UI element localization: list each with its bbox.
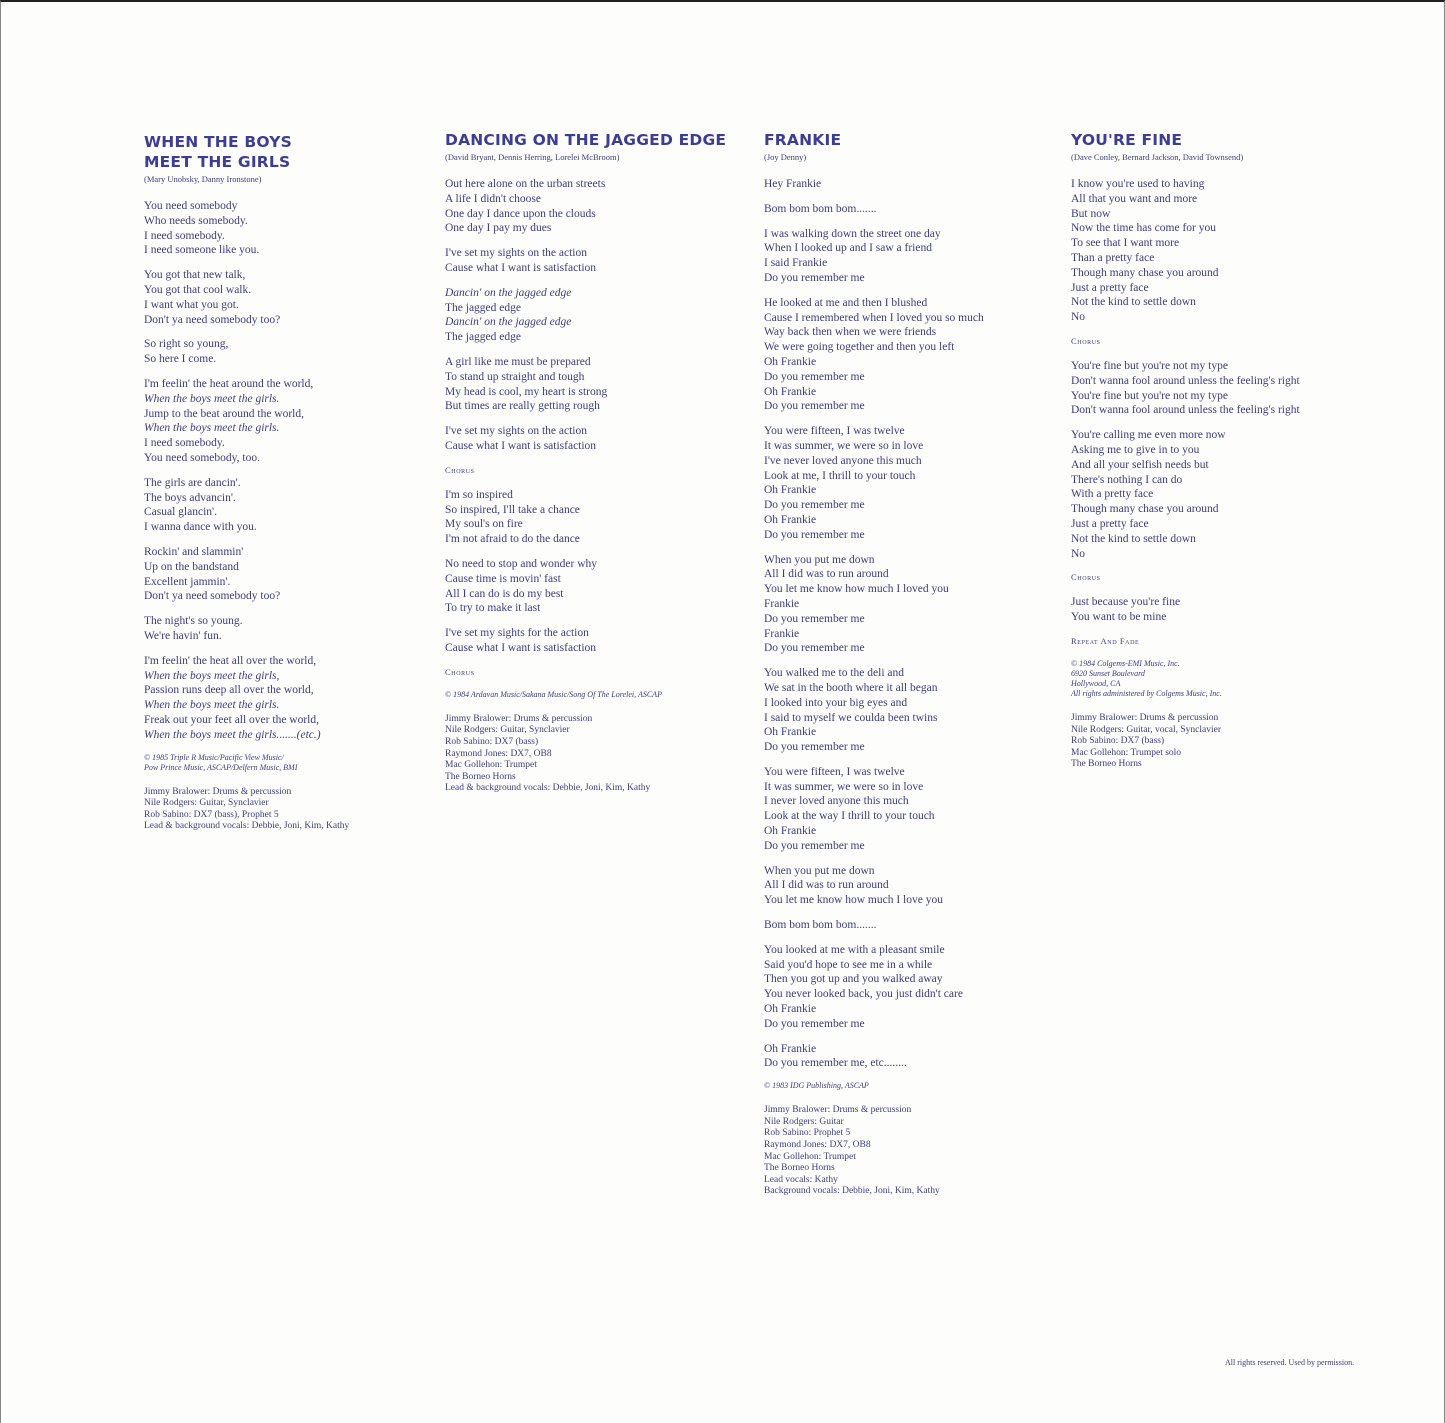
copyright-line: © 1983 IDG Publishing, ASCAP: [764, 1081, 869, 1091]
copyright-line: © 1984 Colgems-EMI Music, Inc.: [1071, 658, 1180, 668]
lyric-line: Oh Frankie: [764, 1003, 817, 1016]
song-when-the-boys-meet-the-girls: [144, 132, 349, 833]
lyric-line: All I did was to run around: [764, 568, 889, 581]
lyric-line: Though many chase you around: [1071, 266, 1219, 279]
credit-line: Lead & background vocals: Debbie, Joni, Kim, Kathy: [445, 783, 651, 794]
lyric-line: It was summer, we were so in love: [764, 439, 924, 452]
credit-line: The Borneo Horns: [445, 771, 516, 782]
lyric-line: We're havin' fun.: [144, 629, 222, 642]
stanza: [144, 654, 349, 743]
songwriters: (Mary Unobsky, Danny Ironstone): [144, 174, 262, 184]
lyric-line: A girl like me must be prepared: [445, 355, 591, 368]
credit-line: The Borneo Horns: [1071, 759, 1142, 770]
lyric-line: Do you remember me: [764, 499, 865, 512]
lyric-line: Do you remember me: [764, 642, 865, 655]
lyric-line: My head is cool, my heart is strong: [445, 385, 608, 398]
copyright-line: © 1985 Triple R Music/Pacific View Music/: [144, 752, 284, 762]
stanza: [1071, 177, 1300, 325]
lyric-line: To stand up straight and tough: [445, 370, 585, 383]
credit-line: Rob Sabino: DX7 (bass), Prophet 5: [144, 809, 279, 820]
stanza: [445, 424, 726, 454]
lyric-line: No need to stop and wonder why: [445, 557, 598, 570]
lyric-line: It was summer, we were so in love: [764, 780, 924, 793]
lyric-line: A life I didn't choose: [445, 192, 541, 205]
songwriters: (David Bryant, Dennis Herring, Lorelei McBroom): [445, 152, 620, 162]
lyric-line: Don't wanna fool around unless the feeling's right: [1071, 374, 1300, 387]
lyric-line: The girls are dancin'.: [144, 476, 241, 489]
lyric-line: When you put me down: [764, 553, 875, 566]
lyric-line: Do you remember me: [764, 839, 865, 852]
stanza: [764, 1042, 984, 1072]
lyric-line: Just a pretty face: [1071, 517, 1149, 530]
lyric-line: But now: [1071, 207, 1111, 220]
lyric-line: You never looked back, you just didn't care: [764, 988, 963, 1001]
stanza: [1071, 428, 1300, 561]
credit-line: Nile Rodgers: Guitar, Synclavier: [445, 725, 570, 736]
stanza: [764, 202, 984, 217]
chorus-marker: Chorus: [445, 666, 475, 677]
lyric-line: With a pretty face: [1071, 488, 1154, 501]
lyric-line: Oh Frankie: [764, 355, 817, 368]
chorus-marker: Chorus: [1071, 335, 1101, 346]
stanza: [445, 557, 726, 616]
credit-line: Nile Rodgers: Guitar, Synclavier: [144, 798, 269, 809]
lyric-line: I wanna dance with you.: [144, 521, 257, 534]
lyric-line: Do you remember me: [764, 612, 865, 625]
lyric-line: Cause time is movin' fast: [445, 572, 561, 585]
credit-line: Mac Gollehon: Trumpet: [445, 760, 537, 771]
lyric-line: You were fifteen, I was twelve: [764, 765, 905, 778]
lyric-line: The jagged edge: [445, 331, 521, 344]
lyric-line: The night's so young.: [144, 615, 243, 628]
credit-line: The Borneo Horns: [764, 1163, 835, 1174]
lyric-line: When I looked up and I saw a friend: [764, 242, 932, 255]
credit-line: Mac Gollehon: Trumpet solo: [1071, 747, 1182, 758]
lyric-line: You were fifteen, I was twelve: [764, 425, 905, 438]
lyric-line: Excellent jammin'.: [144, 575, 231, 588]
songwriters: (Dave Conley, Bernard Jackson, David Townsend): [1071, 152, 1244, 162]
lyric-line: Do you remember me: [764, 741, 865, 754]
stanza: [764, 424, 984, 542]
lyric-line: I looked into your big eyes and: [764, 696, 908, 709]
lyric-line: You let me know how much I loved you: [764, 583, 949, 596]
lyric-line: I want what you got.: [144, 298, 239, 311]
copyright-notice: [1071, 659, 1300, 699]
song-title-line: FRANKIE: [764, 131, 842, 149]
credit-line: Jimmy Bralower: Drums & percussion: [1071, 712, 1219, 723]
lyric-line: You're calling me even more now: [1071, 429, 1226, 442]
stanza: [764, 918, 984, 933]
stanza: [764, 666, 984, 755]
chorus-marker: Chorus: [445, 464, 475, 475]
lyric-line: Don't wanna fool around unless the feeling's right: [1071, 404, 1300, 417]
lyric-line: You need somebody, too.: [144, 451, 260, 464]
lyric-line: I'm feelin' the heat all over the world,: [144, 654, 317, 667]
stanza: [764, 227, 984, 286]
lyric-line: Though many chase you around: [1071, 503, 1219, 516]
lyric-line: Oh Frankie: [764, 825, 817, 838]
lyric-line: To see that I want more: [1071, 237, 1180, 250]
lyric-line: Do you remember me: [764, 400, 865, 413]
lyric-line: Do you remember me: [764, 370, 865, 383]
lyric-line: I've set my sights for the action: [445, 627, 589, 640]
copyright-notice: [144, 753, 349, 773]
stanza: [445, 177, 726, 236]
lyric-line: Then you got up and you walked away: [764, 973, 943, 986]
lyric-line: No: [1071, 547, 1086, 560]
stanza: [764, 177, 984, 192]
lyric-line: Not the kind to settle down: [1071, 532, 1196, 545]
lyric-line: When the boys meet the girls,: [144, 669, 280, 682]
lyric-line: Bom bom bom bom.......: [764, 919, 877, 932]
lyric-line: Look at the way I thrill to your touch: [764, 810, 935, 823]
lyric-line: One day I dance upon the clouds: [445, 207, 596, 220]
lyric-line: I need somebody.: [144, 437, 225, 450]
lyric-line: Do you remember me: [764, 528, 865, 541]
lyric-line: Than a pretty face: [1071, 251, 1155, 264]
lyric-line: Don't ya need somebody too?: [144, 590, 281, 603]
lyric-line: Who needs somebody.: [144, 214, 248, 227]
lyric-line: We were going together and then you left: [764, 341, 955, 354]
lyric-line: You got that cool walk.: [144, 283, 252, 296]
lyric-line: Frankie: [764, 627, 800, 640]
lyric-line: Do you remember me, etc........: [764, 1057, 907, 1070]
song-dancing-on-the-jagged-edge: [445, 130, 726, 795]
lyric-line: When the boys meet the girls.......(etc.): [144, 728, 321, 741]
lyric-line: He looked at me and then I blushed: [764, 296, 928, 309]
lyric-line: Look at me, I thrill to your touch: [764, 469, 916, 482]
lyric-line: Do you remember me: [764, 271, 865, 284]
lyric-line: Oh Frankie: [764, 484, 817, 497]
stanza: [1071, 359, 1300, 418]
copyright-notice: [764, 1081, 984, 1091]
lyric-line: Rockin' and slammin': [144, 545, 244, 558]
lyric-line: You let me know how much I love you: [764, 894, 943, 907]
lyric-line: I said Frankie: [764, 257, 828, 270]
song-title: [1071, 130, 1300, 150]
lyric-line: Frankie: [764, 597, 800, 610]
lyric-line: I need someone like you.: [144, 244, 260, 257]
musician-credits: [764, 1105, 984, 1198]
stanza: [144, 377, 349, 466]
lyric-line: I'm feelin' the heat around the world,: [144, 377, 314, 390]
credit-line: Background vocals: Debbie, Joni, Kim, Kathy: [764, 1186, 940, 1197]
lyric-line: Oh Frankie: [764, 385, 817, 398]
lyric-line: When the boys meet the girls.: [144, 699, 280, 712]
lyric-line: Said you'd hope to see me in a while: [764, 958, 933, 971]
lyric-line: Up on the bandstand: [144, 560, 239, 573]
songwriters: (Joy Denny): [764, 152, 807, 162]
lyric-line: I said to myself we coulda been twins: [764, 711, 938, 724]
lyric-line: And all your selfish needs but: [1071, 458, 1209, 471]
lyric-line: So inspired, I'll take a chance: [445, 503, 580, 516]
copyright-line: All rights administered by Colgems Music, Inc.: [1071, 688, 1222, 698]
stanza: [764, 864, 984, 908]
credit-line: Raymond Jones: DX7, OB8: [764, 1140, 871, 1151]
lyric-line: Just a pretty face: [1071, 281, 1149, 294]
credit-line: Rob Sabino: Prophet 5: [764, 1128, 851, 1139]
lyric-line: Dancin' on the jagged edge: [445, 316, 572, 329]
song-title-line: WHEN THE BOYS: [144, 133, 292, 151]
lyric-line: Oh Frankie: [764, 513, 817, 526]
lyric-line: You need somebody: [144, 200, 238, 212]
lyric-line: But times are really getting rough: [445, 400, 600, 413]
credit-line: Rob Sabino: DX7 (bass): [1071, 736, 1165, 747]
copyright-line: 6920 Sunset Boulevard: [1071, 668, 1145, 678]
lyric-line: Casual glancin'.: [144, 506, 217, 519]
credit-line: Lead & background vocals: Debbie, Joni, Kim, Kathy: [144, 821, 350, 832]
lyric-line: Not the kind to settle down: [1071, 296, 1196, 309]
lyric-line: When the boys meet the girls.: [144, 392, 280, 405]
credit-line: Rob Sabino: DX7 (bass): [445, 736, 539, 747]
lyric-line: The boys advancin'.: [144, 491, 236, 504]
song-title: [445, 130, 726, 150]
lyric-line: I never loved anyone this much: [764, 795, 909, 808]
lyric-line: Oh Frankie: [764, 726, 817, 739]
musician-credits: [445, 714, 726, 795]
lyric-line: The jagged edge: [445, 301, 521, 314]
lyric-line: I've never loved anyone this much: [764, 454, 922, 467]
stanza: [445, 246, 726, 276]
copyright-line: © 1984 Ardavan Music/Sakana Music/Song Of The Lorelei, ASCAP: [445, 689, 662, 699]
lyric-line: I'm so inspired: [445, 488, 513, 501]
lyric-line: I know you're used to having: [1071, 178, 1205, 190]
stanza: [764, 296, 984, 414]
lyric-line: You're fine but you're not my type: [1071, 389, 1228, 402]
lyric-line: Bom bom bom bom.......: [764, 202, 877, 215]
lyric-line: So right so young,: [144, 338, 229, 351]
lyric-line: You're fine but you're not my type: [1071, 359, 1228, 372]
lyric-line: One day I pay my dues: [445, 222, 552, 235]
lyric-line: I was walking down the street one day: [764, 227, 941, 240]
lyric-line: Now the time has come for you: [1071, 222, 1216, 235]
chorus-marker: Repeat And Fade: [1071, 635, 1140, 646]
musician-credits: [1071, 713, 1300, 771]
stanza: [144, 268, 349, 327]
stanza: [144, 337, 349, 367]
stanza: [144, 545, 349, 604]
credit-line: Jimmy Bralower: Drums & percussion: [445, 713, 593, 724]
lyric-line: Do you remember me: [764, 1017, 865, 1030]
credit-line: Jimmy Bralower: Drums & percussion: [144, 786, 292, 797]
song-title: [764, 130, 984, 150]
song-title-line: MEET THE GIRLS: [144, 153, 291, 171]
lyric-line: Cause what I want is satisfaction: [445, 439, 597, 452]
song-title-line: DANCING ON THE JAGGED EDGE: [445, 131, 727, 149]
lyric-line: You walked me to the deli and: [764, 667, 905, 680]
credit-line: Mac Gollehon: Trumpet: [764, 1151, 856, 1162]
stanza: [445, 286, 726, 345]
stanza: [1071, 595, 1300, 625]
musician-credits: [144, 787, 349, 833]
lyric-line: So here I come.: [144, 353, 217, 366]
stanza: [144, 199, 349, 258]
stanza: [445, 488, 726, 547]
copyright-line: Pow Prince Music, ASCAP/Delfern Music, BMI: [144, 762, 298, 772]
song-youre-fine: [1071, 130, 1300, 771]
credit-line: Nile Rodgers: Guitar, vocal, Synclavier: [1071, 724, 1221, 735]
stanza: [764, 765, 984, 854]
lyric-line: Don't ya need somebody too?: [144, 313, 281, 326]
lyric-line: When you put me down: [764, 864, 875, 877]
lyric-line: I'm not afraid to do the dance: [445, 533, 580, 546]
lyric-line: Jump to the beat around the world,: [144, 407, 305, 420]
lyric-line: All that you want and more: [1071, 192, 1198, 205]
lyric-line: All I can do is do my best: [445, 587, 564, 600]
lyric-line: All I did was to run around: [764, 879, 889, 892]
stanza: [445, 355, 726, 414]
lyric-line: Dancin' on the jagged edge: [445, 286, 572, 299]
lyric-line: Cause what I want is satisfaction: [445, 261, 597, 274]
lyric-line: There's nothing I can do: [1071, 473, 1183, 486]
lyric-line: My soul's on fire: [445, 518, 523, 531]
song-frankie: [764, 130, 984, 1198]
lyric-line: I need somebody.: [144, 229, 225, 242]
lyric-line: Out here alone on the urban streets: [445, 178, 606, 190]
stanza: [764, 553, 984, 657]
stanza: [445, 626, 726, 656]
copyright-line: Hollywood, CA: [1071, 678, 1121, 688]
lyric-line: Hey Frankie: [764, 178, 822, 190]
lyric-line: Passion runs deep all over the world,: [144, 684, 314, 697]
lyric-line: Cause what I want is satisfaction: [445, 641, 597, 654]
chorus-marker: Chorus: [1071, 572, 1101, 583]
lyric-line: No: [1071, 311, 1086, 324]
permission-notice: All rights reserved. Used by permission.: [1225, 1358, 1355, 1367]
lyric-line: Cause I remembered when I loved you so much: [764, 311, 984, 324]
credit-line: Nile Rodgers: Guitar: [764, 1116, 844, 1127]
song-title-line: YOU'RE FINE: [1071, 131, 1183, 149]
credit-line: Jimmy Bralower: Drums & percussion: [764, 1105, 912, 1116]
lyric-line: Way back then when we were friends: [764, 326, 937, 339]
stanza: [764, 943, 984, 1032]
credit-line: Lead vocals: Kathy: [764, 1174, 838, 1185]
credit-line: Raymond Jones: DX7, OB8: [445, 748, 552, 759]
song-title: [144, 132, 349, 172]
lyric-line: When the boys meet the girls.: [144, 422, 280, 435]
lyric-line: To try to make it last: [445, 602, 541, 615]
lyric-line: Asking me to give in to you: [1071, 443, 1200, 456]
lyric-line: We sat in the booth where it all began: [764, 681, 938, 694]
lyric-line: I've set my sights on the action: [445, 247, 587, 260]
lyric-line: You looked at me with a pleasant smile: [764, 943, 945, 956]
lyric-line: You want to be mine: [1071, 611, 1167, 624]
stanza: [144, 476, 349, 535]
lyric-line: You got that new talk,: [144, 269, 246, 282]
copyright-notice: [445, 690, 726, 700]
lyric-line: Just because you're fine: [1071, 596, 1181, 609]
lyric-line: Freak out your feet all over the world,: [144, 713, 319, 726]
lyric-line: I've set my sights on the action: [445, 425, 587, 438]
stanza: [144, 614, 349, 644]
lyric-line: Oh Frankie: [764, 1042, 817, 1055]
